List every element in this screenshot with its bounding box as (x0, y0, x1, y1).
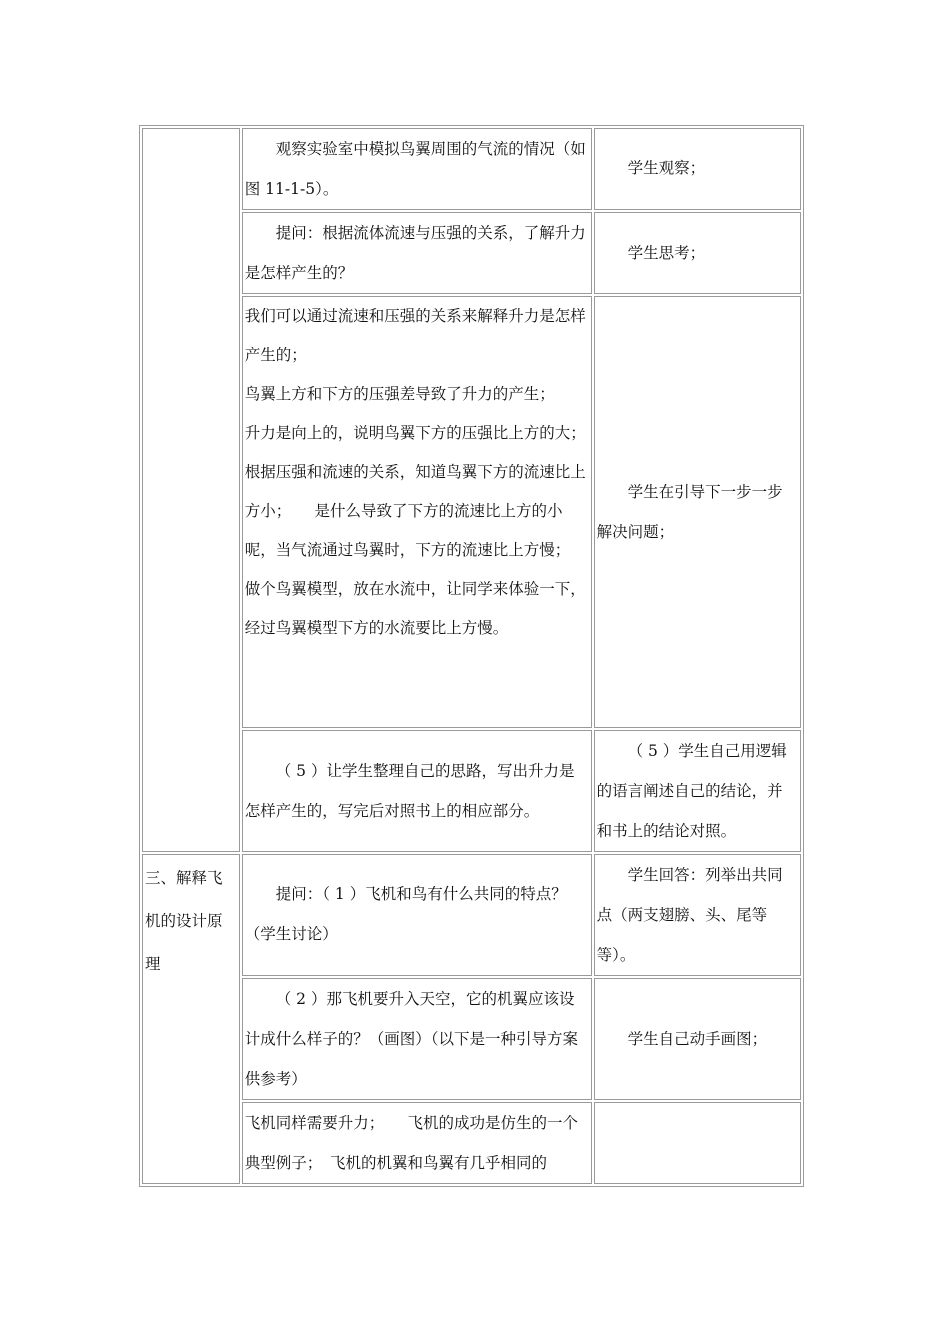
student-activity-cell (594, 978, 801, 1100)
table-row (142, 1102, 801, 1184)
student-activity-cell (594, 854, 801, 976)
teacher-text: 根据压强和流速的关系，知道鸟翼下方的流速比上方小； 是什么导致了下方的流速比上方的小呢，当气流通过鸟翼时，下方的流速比上方慢； (244, 463, 586, 559)
teacher-activity-cell (242, 212, 592, 294)
teacher-text: 我们可以通过流速和压强的关系来解释升力是怎样产生的； (244, 307, 586, 364)
table-row (142, 978, 801, 1100)
teacher-text: （ 2 ）那飞机要升入天空，它的机翼应该设计成什么样子的？（画图）（以下是一种引导方案供参考） (244, 990, 579, 1088)
teacher-activity-cell (242, 730, 592, 852)
lesson-plan-table (139, 125, 804, 1187)
teacher-text: 提问：（ 1 ）飞机和鸟有什么共同的特点？（学生讨论） (244, 885, 567, 943)
table-row (142, 212, 801, 294)
table-row (142, 128, 801, 210)
stage-label: 三、解释飞机的设计原理 (145, 869, 223, 973)
student-text: 学生思考； (627, 243, 706, 262)
student-activity-cell (594, 1102, 801, 1184)
stage-cell (142, 854, 240, 1184)
table-row (142, 296, 801, 728)
student-text: 学生自己动手画图； (627, 1030, 768, 1048)
teacher-activity-cell (242, 1102, 592, 1184)
student-text: 学生在引导下一步一步解决问题； (596, 483, 783, 541)
table-row (142, 854, 801, 976)
teacher-text: 升力是向上的，说明鸟翼下方的压强比上方的大； (244, 424, 586, 442)
student-activity-cell (594, 296, 801, 728)
teacher-text: 飞机同样需要升力； 飞机的成功是仿生的一个典型例子； 飞机的机翼和鸟翼有几乎相同的 (244, 1114, 579, 1172)
stage-cell-empty (142, 128, 240, 852)
teacher-activity-cell (242, 128, 592, 210)
teacher-text: 观察实验室中模拟鸟翼周围的气流的情况（如图 11-1-5）。 (244, 140, 586, 198)
teacher-activity-cell (242, 296, 592, 728)
teacher-text: 做个鸟翼模型，放在水流中，让同学来体验一下，经过鸟翼模型下方的水流要比上方慢。 (244, 580, 586, 637)
teacher-text: 提问：根据流体流速与压强的关系，了解升力是怎样产生的？ (244, 224, 586, 282)
student-activity-cell (594, 212, 801, 294)
student-activity-cell (594, 128, 801, 210)
student-text: 学生观察； (627, 159, 706, 177)
table-row (142, 730, 801, 852)
student-text: （ 5 ）学生自己用逻辑的语言阐述自己的结论，并和书上的结论对照。 (596, 742, 787, 840)
teacher-text: 鸟翼上方和下方的压强差导致了升力的产生； (244, 385, 555, 403)
student-text: 学生回答：列举出共同点（两支翅膀、头、尾等等）。 (596, 866, 783, 964)
teacher-activity-cell (242, 854, 592, 976)
teacher-text: （ 5 ）让学生整理自己的思路，写出升力是怎样产生的，写完后对照书上的相应部分。 (244, 762, 575, 820)
teacher-activity-cell (242, 978, 592, 1100)
student-activity-cell (594, 730, 801, 852)
